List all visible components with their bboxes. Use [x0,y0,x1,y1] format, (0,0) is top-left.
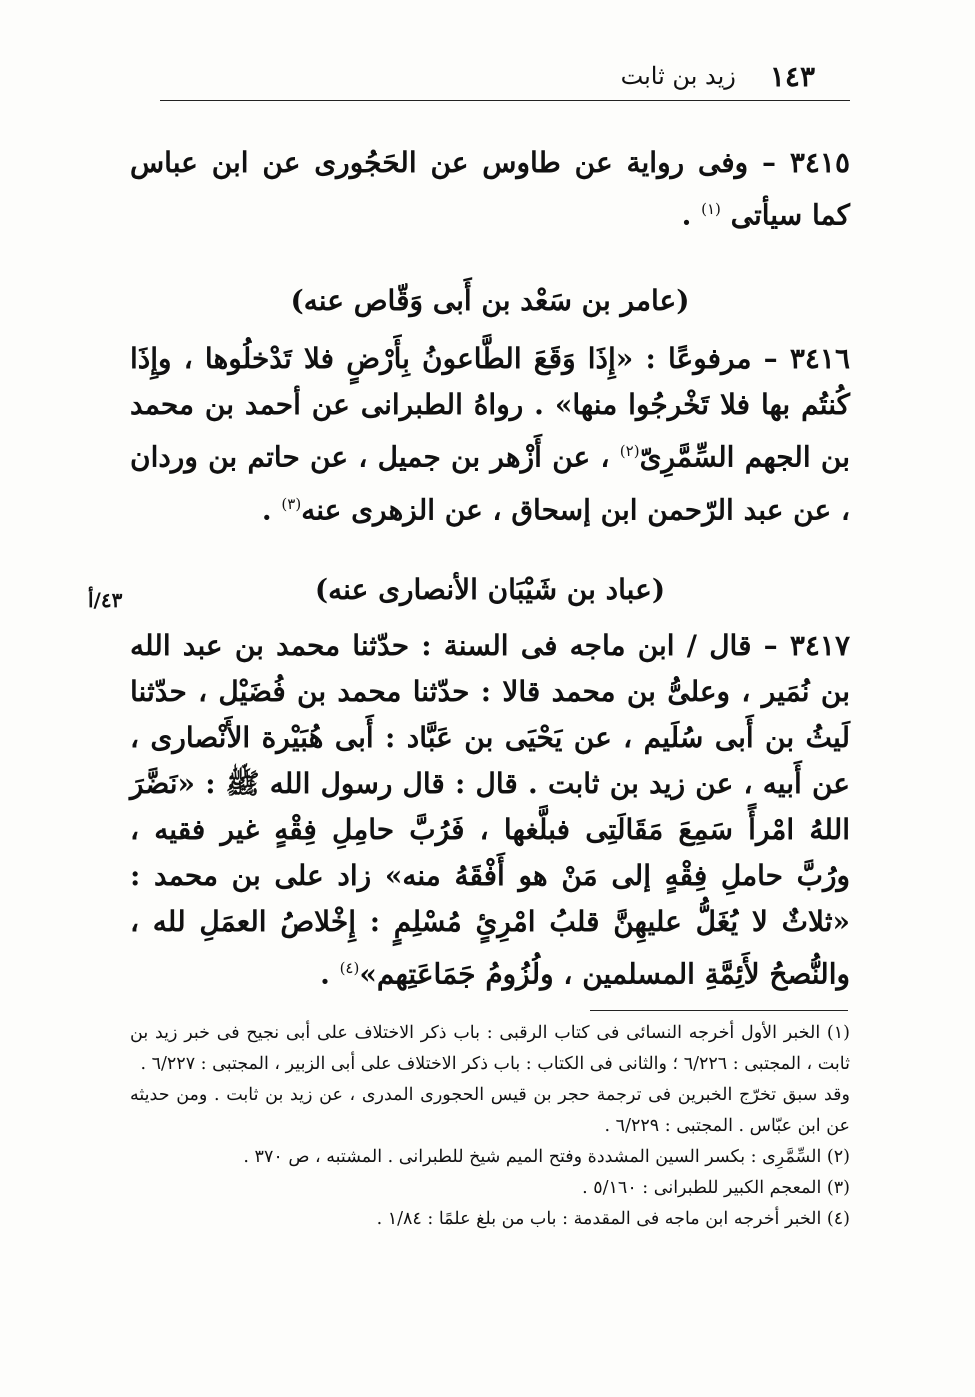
section-heading: (عباد بن شَيْبَان الأنصارى عنه) [314,572,666,606]
footnote-ref: (٢) [619,442,640,461]
hadith-tail: . [681,198,702,232]
footnote-1-continued: وقد سبق تخرّج الخبرين فى ترجمة حجر بن قيس الحجورى المدرى ، عن زيد بن ثابت . ومن حديثه عن ابن عبّاس . المجتبى : ٦/٢٢٩ . [130,1085,850,1136]
footnote-1: (١) الخبر الأول أخرجه النسائى فى كتاب الرقبى : باب ذكر الاختلاف على أبى نجيح فى خبر زيد بن ثابت ، المجتبى : ٦/٢٢٦ ؛ والثانى فى الكتاب : باب ذكر الاختلاف على أبى الزبير ، المجتبى : ٦/٢٢٧ . [130,1023,850,1074]
header-rule [160,100,850,101]
running-title: زيد بن ثابت [620,62,736,90]
page-number: ١٤٣ [769,59,815,93]
footnote-rule [590,1010,848,1011]
section-heading: (عامر بن سَعْد بن أَبى وَقّاص عنه) [290,284,690,318]
hadith-number: ٣٤١٦ [789,342,850,376]
footnote-ref: (١) [701,200,721,218]
main-text [130,140,850,997]
hadith-text: – وفى رواية عن طاوس عن الحَجُورى عن ابن عباس كما سيأتى [130,146,850,232]
hadith-tail: . [320,957,340,991]
running-header [125,58,815,94]
hadith-3416 [130,336,850,533]
footnote-4: (٤) الخبر أخرجه ابن ماجه فى المقدمة : باب من بلغ علمًا : ١/٨٤ . [376,1209,850,1229]
footnote-ref: (٣) [281,494,302,513]
margin-note: ٤٣/أ [88,588,123,612]
hadith-tail: . [261,492,282,526]
hadith-text-continued: ، عن أَزْهر بن جميل ، عن حاتم بن وردان ، عن عبد الرّحمن ابن إسحاق ، عن الزهرى عنه [130,440,850,526]
hadith-3415 [130,140,850,238]
hadith-text: – قال / ابن ماجه فى السنة : حدّثنا محمد بن عبد الله بن نُمَير ، وعلىُّ بن محمد قالا : حدّثنا محمد بن فُضَيْل ، حدّثنا لَيثُ بن أَبى سُلَيم ، عن يَحْيَى بن عَبَّاد : أَبى هُبَيْرة الأَنْصارى ، عن أَبيه ، عن زيد بن ثابت . قال : قال رسول الله ﷺ : «نَضَّرَ اللهُ امْرأً سَمِعَ مَقَالَتِى فبلَّغها ، فَرُبَّ حامِلِ فِقْهٍ غير فقيه ، ورُبَّ حاملِ فِقْهٍ إلى مَنْ هو أَفْقَهُ منه» زاد على بن محمد : «ثلاثٌ لا يُغَلُّ عليهِنَّ قلبُ امْرِئٍ مُسْلِمٍ : إِخْلاصُ العمَلِ لله ، والنُّصحُ لأَئِمَّةِ المسلمين ، ولُزُومُ جَمَاعَتِهم» [130,628,851,991]
hadith-number: ٣٤١٧ [789,628,850,662]
hadith-number: ٣٤١٥ [789,146,850,179]
footnote-2: (٢) السِّمَّرِى : بكسر السين المشددة وفتح الميم شيخ للطبرانى . المشتبه ، ص ٣٧٠ . [243,1147,850,1167]
hadith-3417 [130,623,850,997]
footnote-ref: (٤) [339,958,360,977]
hadith-text: – مرفوعًا : «إِذَا وَقَعَ الطَّاعونُ بِأَرْضٍ فلا تَدْخلُوها ، وإِذَا كُنتُم بها فلا تَخْرجُوا منها» . رواهُ الطبرانى عن أحمد بن محمد بن الجهم السِّمَّرِىّ [130,342,850,474]
footnote-3: (٣) المعجم الكبير للطبرانى : ٥/١٦٠ . [582,1178,850,1198]
footnotes [130,1018,850,1235]
